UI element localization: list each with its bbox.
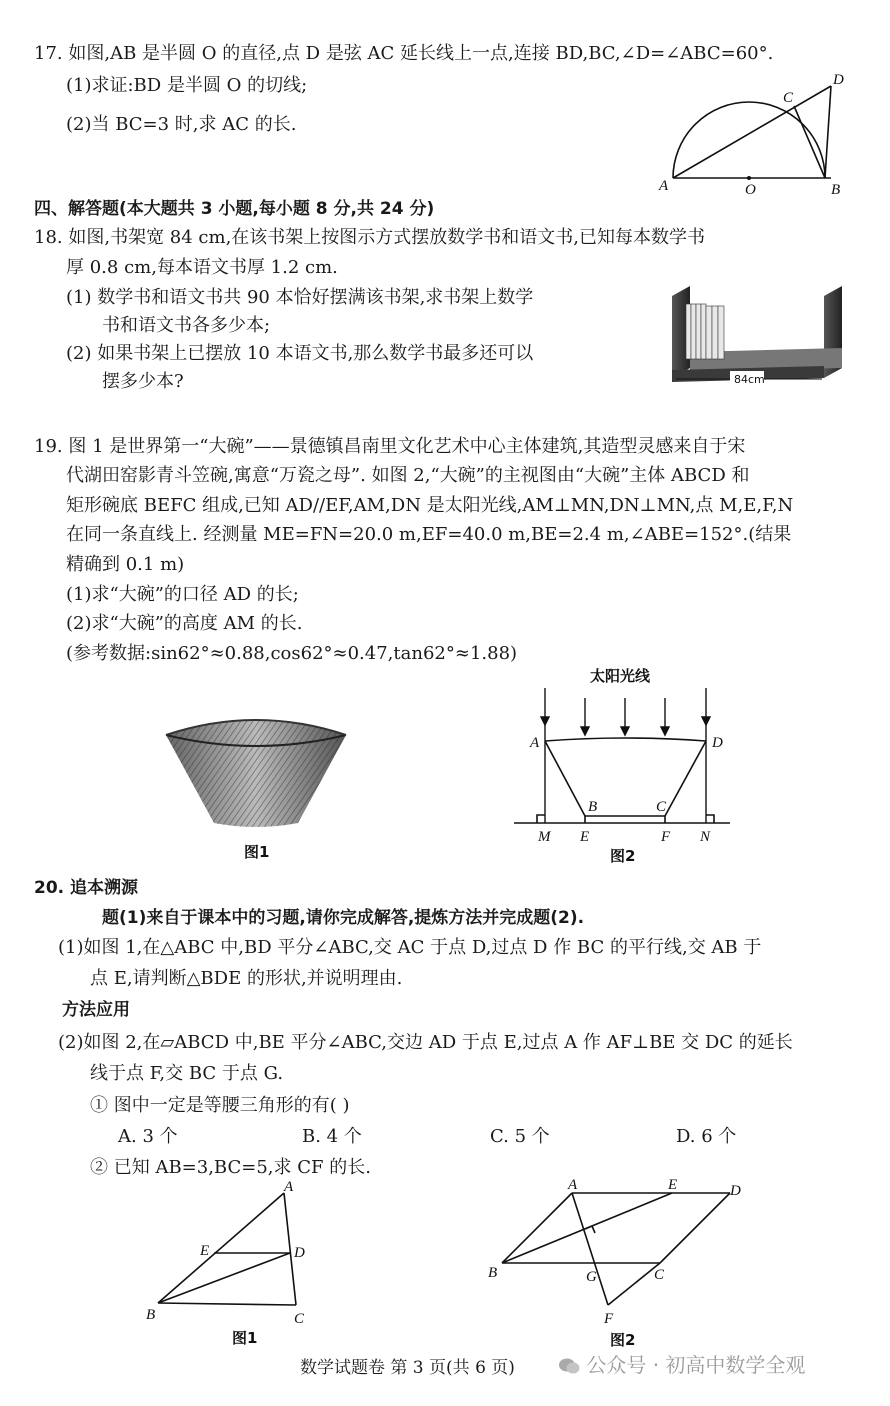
q20-fig1-label-a: A [284, 1179, 294, 1195]
q20-fig2-label-c: C [654, 1267, 665, 1283]
q19-label-e: E [580, 829, 590, 845]
q20-fig2-label-f: F [604, 1311, 614, 1327]
q19-label-b: B [588, 799, 598, 815]
q20-fig2-caption: 图2 [610, 1331, 636, 1349]
q18-bookshelf-figure [672, 282, 852, 392]
q19-label-c: C [656, 799, 667, 815]
q18-part2a: (2) 如果书架上已摆放 10 本语文书,那么数学书最多还可以 [66, 343, 534, 364]
q20-title: 20. 追本溯源 [34, 878, 139, 898]
q19-reference-data: (参考数据:sin62°≈0.88,cos62°≈0.47,tan62°≈1.88) [66, 643, 518, 664]
q18-line1: 18. 如图,书架宽 84 cm,在该书架上按图示方式摆放数学书和语文书,已知每本数学书 [34, 227, 706, 248]
q20-option-d: D. 6 个 [676, 1126, 737, 1147]
q20-fig1-label-b: B [146, 1307, 156, 1323]
q19-bowl-diagram [508, 663, 744, 868]
q20-part1a: (1)如图 1,在△ABC 中,BD 平分∠ABC,交 AC 于点 D,过点 D 作 BC 的平行线,交 AB 于 [58, 937, 762, 958]
q18-part1a: (1) 数学书和语文书共 90 本恰好摆满该书架,求书架上数学 [66, 287, 534, 308]
q19-part1: (1)求“大碗”的口径 AD 的长; [66, 584, 299, 605]
watermark-text: 公众号 · 初高中数学全观 [586, 1353, 806, 1377]
q20-option-a: A. 3 个 [118, 1126, 178, 1147]
q19-bowl-photo [160, 705, 360, 865]
q20-option-b: B. 4 个 [302, 1126, 362, 1147]
q19-label-d: D [712, 735, 723, 751]
q20-fig2-label-d: D [730, 1183, 741, 1199]
q20-sub2: ② 已知 AB=3,BC=5,求 CF 的长. [90, 1157, 371, 1178]
q20-fig2-label-g: G [586, 1269, 597, 1285]
section-4-title: 四、解答题(本大题共 3 小题,每小题 8 分,共 24 分) [34, 199, 435, 219]
q19-part2: (2)求“大碗”的高度 AM 的长. [66, 613, 303, 634]
q17-part2: (2)当 BC=3 时,求 AC 的长. [66, 114, 297, 135]
q20-part2b: 线于点 F,交 BC 于点 G. [90, 1063, 284, 1084]
q19-label-n: N [700, 829, 711, 845]
q20-fig1-triangle [140, 1177, 320, 1352]
q19-sunlight-label: 太阳光线 [590, 667, 651, 685]
q20-fig2-label-b: B [488, 1265, 498, 1281]
q20-fig2-parallelogram [484, 1177, 760, 1357]
q18-part2b: 摆多少本? [102, 371, 184, 392]
q19-label-f: F [661, 829, 671, 845]
q17-semicircle-figure [655, 72, 855, 202]
q20-fig1-label-d: D [294, 1245, 305, 1261]
q19-fig2-caption: 图2 [610, 847, 636, 865]
q17-stem: 17. 如图,AB 是半圆 O 的直径,点 D 是弦 AC 延长线上一点,连接 BD,BC,∠D=∠ABC=60°. [34, 43, 774, 64]
q20-part1b: 点 E,请判断△BDE 的形状,并说明理由. [90, 968, 403, 989]
q18-line2: 厚 0.8 cm,每本语文书厚 1.2 cm. [66, 257, 338, 278]
q19-line5: 精确到 0.1 m) [66, 554, 185, 575]
wechat-icon [558, 1355, 580, 1373]
q19-line4: 在同一条直线上. 经测量 ME=FN=20.0 m,EF=40.0 m,BE=2.4 m,∠ABE=152°.(结果 [66, 524, 792, 545]
watermark [558, 1352, 805, 1378]
q20-sub1: ① 图中一定是等腰三角形的有( ) [90, 1095, 350, 1116]
q19-line2: 代湖田窑影青斗笠碗,寓意“万瓷之母”. 如图 2,“大碗”的主视图由“大碗”主体 ABCD 和 [66, 465, 750, 486]
q20-fig1-label-c: C [294, 1311, 305, 1327]
q20-method-heading: 方法应用 [62, 1000, 130, 1020]
q17-label-d: D [833, 72, 844, 88]
q20-intro: 题(1)来自于课本中的习题,请你完成解答,提炼方法并完成题(2). [102, 908, 585, 928]
q20-fig2-label-e: E [668, 1177, 678, 1193]
q20-fig1-label-e: E [200, 1243, 210, 1259]
q18-part1b: 书和语文书各多少本; [102, 315, 271, 336]
q17-part1: (1)求证:BD 是半圆 O 的切线; [66, 75, 308, 96]
q20-part2a: (2)如图 2,在▱ABCD 中,BE 平分∠ABC,交边 AD 于点 E,过点 A 作 AF⊥BE 交 DC 的延长 [58, 1032, 793, 1053]
q17-label-c: C [783, 90, 794, 106]
q19-line1: 19. 图 1 是世界第一“大碗”——景德镇昌南里文化艺术中心主体建筑,其造型灵感来自于宋 [34, 436, 746, 457]
q20-fig1-caption: 图1 [232, 1329, 258, 1347]
q17-label-b: B [831, 182, 841, 198]
q20-fig2-label-a: A [568, 1177, 578, 1193]
q19-fig1-caption: 图1 [244, 843, 270, 861]
q17-label-o: O [745, 182, 756, 198]
q19-label-a: A [530, 735, 540, 751]
q19-line3: 矩形碗底 BEFC 组成,已知 AD//EF,AM,DN 是太阳光线,AM⊥MN,DN⊥MN,点 M,E,F,N [66, 495, 794, 516]
q20-option-c: C. 5 个 [490, 1126, 550, 1147]
page-footer: 数学试题卷 第 3 页(共 6 页) [300, 1358, 515, 1378]
q19-label-m: M [538, 829, 551, 845]
q18-shelf-width-label: 84cm [734, 373, 765, 386]
q17-label-a: A [659, 178, 669, 194]
